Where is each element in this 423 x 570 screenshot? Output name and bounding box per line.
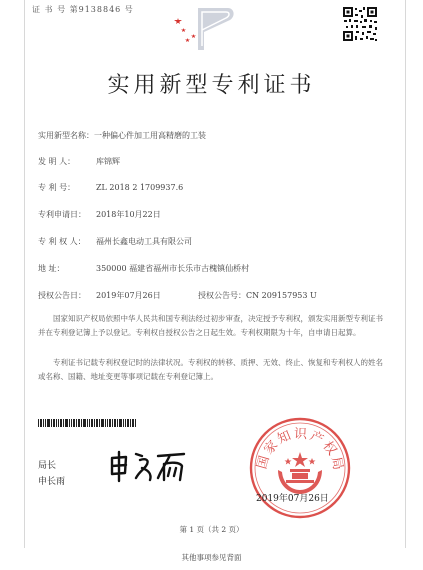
certificate-number: 证 书 号 第9138846 号 <box>32 5 134 14</box>
seal-date: 2019年07月26日 <box>256 494 329 504</box>
grant-date-label: 授权公告日： <box>38 291 86 300</box>
address-row <box>38 263 249 274</box>
inventor-row <box>38 156 120 167</box>
page-number: 第 1 页（共 2 页） <box>179 525 244 534</box>
svg-text:国家知识产权局: 国家知识产权局 <box>254 426 346 474</box>
certificate-title: 实用新型专利证书 <box>107 73 316 98</box>
patent-number-value: ZL 2018 2 1709937.6 <box>96 183 184 192</box>
patent-number-row <box>38 182 183 193</box>
patent-number-label: 专 利 号： <box>38 183 76 192</box>
patentee-row <box>38 236 192 247</box>
legal-status-paragraph: 专利证书记载专利权登记时的法律状况。专利权的转移、质押、无效、终止、恢复和专利权人的姓名或名称、国籍、地址变更等事项记载在专利登记簿上。 <box>38 358 383 381</box>
director-name: 申长雨 <box>38 477 66 487</box>
address-value: 350000 福建省福州市长乐市古槐镇仙桥村 <box>96 264 250 273</box>
handwritten-signature <box>106 448 190 484</box>
filing-date-label: 专利申请日： <box>38 210 86 219</box>
qr-code <box>342 6 378 42</box>
utility-model-name-row <box>38 130 206 141</box>
footer-note: 其他事项参见背面 <box>181 553 242 562</box>
barcode <box>38 419 136 427</box>
official-seal <box>248 416 352 520</box>
grant-date-value: 2019年07月26日 <box>96 291 161 300</box>
grant-number-row <box>198 290 317 301</box>
patentee-value: 福州长鑫电动工具有限公司 <box>96 237 192 246</box>
utility-model-name-label: 实用新型名称： <box>38 131 94 140</box>
inventor-value: 库锦辉 <box>96 157 120 166</box>
grant-number-value: CN 209157953 U <box>246 291 317 300</box>
grant-statement-paragraph: 国家知识产权局依照中华人民共和国专利法经过初步审查，决定授予专利权，颁发实用新型专利证书并在专利登记簿上予以登记。专利权自授权公告之日起生效。专利权期限为十年，自申请日起算。 <box>38 314 383 337</box>
address-label: 地 址： <box>38 264 65 273</box>
filing-date-value: 2018年10月22日 <box>96 210 161 219</box>
patent-office-emblem <box>168 2 240 58</box>
filing-date-row <box>38 209 161 220</box>
patentee-label: 专 利 权 人： <box>38 237 86 246</box>
utility-model-name-value: 一种偏心件加工用高精磨的工装 <box>94 131 206 140</box>
grant-number-label: 授权公告号： <box>198 291 246 300</box>
director-title: 局长 <box>38 461 57 471</box>
grant-date-row <box>38 290 161 301</box>
inventor-label: 发 明 人： <box>38 157 76 166</box>
